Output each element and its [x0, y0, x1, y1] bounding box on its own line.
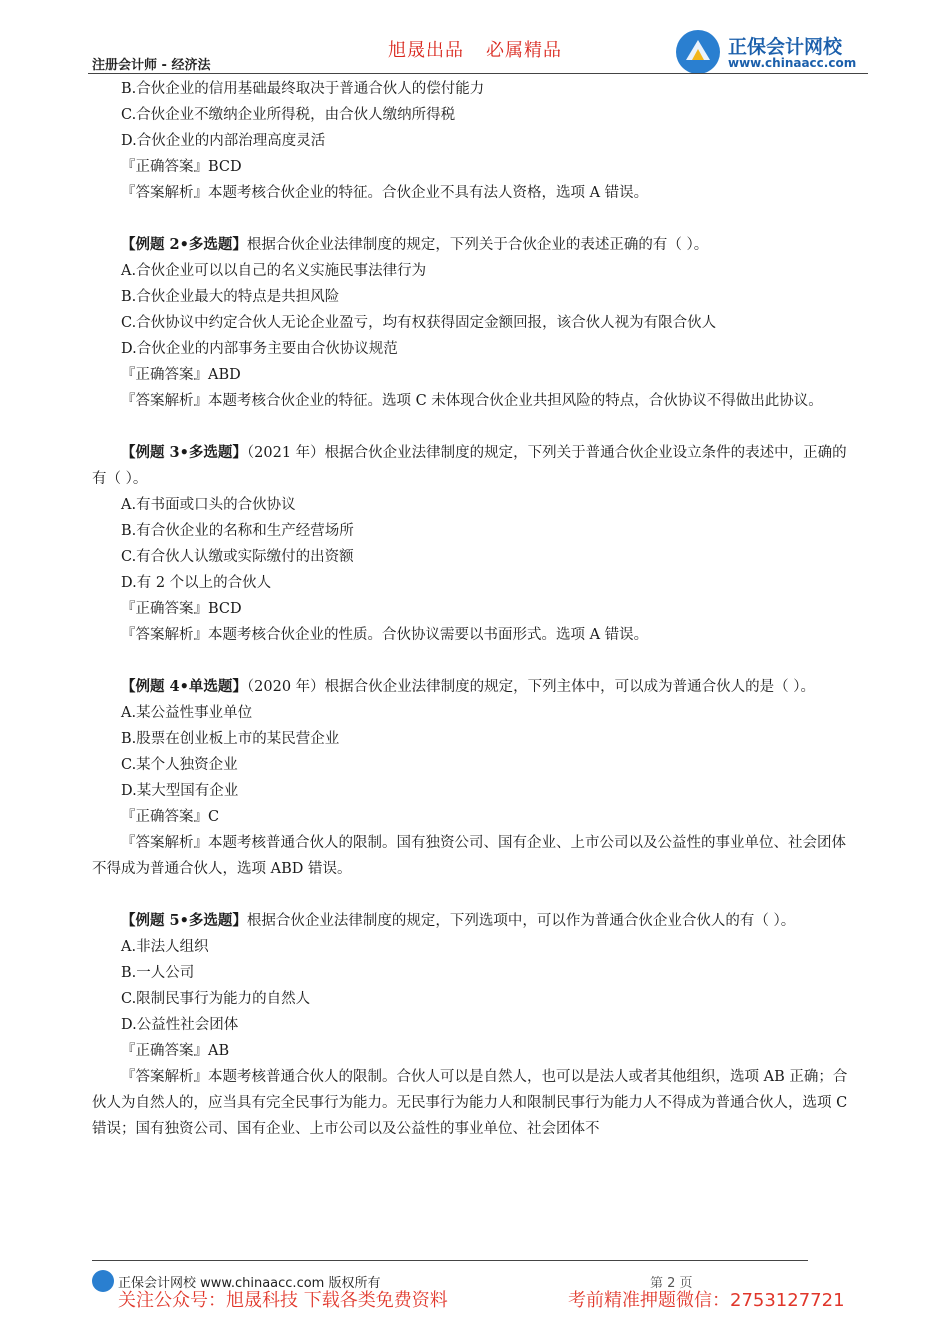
q4-option-c: C.某个人独资企业: [121, 757, 238, 773]
q2-answer: 『正确答案』ABD: [121, 367, 241, 383]
q5-stem: [92, 908, 860, 934]
q2-explanation: 『答案解析』本题考核合伙企业的特征。选项 C 未体现合伙企业共担风险的特点，合伙协议不得做出此协议。: [121, 393, 823, 409]
q3-text: （2021 年）根据合伙企业法律制度的规定，下列关于普通合伙企业设立条件的表述中，正确的有（ ）。: [92, 445, 847, 487]
q3-option-b: B.有合伙企业的名称和生产经营场所: [121, 523, 354, 539]
q5-tag: 【例题 5•多选题】: [121, 912, 247, 929]
q3-tag: 【例题 3•多选题】: [121, 444, 247, 461]
q2-option-d: D.合伙企业的内部事务主要由合伙协议规范: [121, 341, 398, 357]
q4-answer: 『正确答案』C: [121, 809, 220, 825]
q5-answer: 『正确答案』AB: [121, 1043, 230, 1059]
q3-option-c: C.有合伙人认缴或实际缴付的出资额: [121, 549, 354, 565]
page-number: 第 2 页: [650, 1276, 693, 1291]
q5-explanation: 『答案解析』本题考核普通合伙人的限制。合伙人可以是自然人，也可以是法人或者其他组织，选项 AB 正确；合伙人为自然人的，应当具有完全民事行为能力。无民事行为能力人和限制民事行为能力人不得成为普通合伙人，选项 C 错误；国有独资公司、国有企业、上市公司以及公益性的事业单位、社会团体不: [92, 1069, 848, 1137]
header-slogan: [388, 36, 562, 62]
q3-stem: [92, 440, 860, 492]
q5-text: 根据合伙企业法律制度的规定，下列选项中，可以作为普通合伙企业合伙人的有（ ）。: [246, 913, 796, 929]
footer-logo-icon: [92, 1270, 114, 1292]
q4-option-d: D.某大型国有企业: [121, 783, 239, 799]
q2-option-c: C.合伙协议中约定合伙人无论企业盈亏，均有权获得固定金额回报，该合伙人视为有限合伙人: [121, 315, 717, 331]
q4-option-b: B.股票在创业板上市的某民营企业: [121, 731, 340, 747]
slogan-part-1: 旭晟出品: [388, 40, 464, 61]
q3-explanation: 『答案解析』本题考核合伙企业的性质。合伙协议需要以书面形式。选项 A 错误。: [121, 627, 649, 643]
q2-option-a: A.合伙企业可以以自己的名义实施民事法律行为: [121, 263, 427, 279]
q3-answer: 『正确答案』BCD: [121, 601, 242, 617]
logo-name: 正保会计网校: [728, 36, 843, 58]
watermark-left: 关注公众号：旭晟科技 下载各类免费资料: [118, 1290, 448, 1311]
q5-option-b: B.一人公司: [121, 965, 195, 981]
q1-option-d: D.合伙企业的内部治理高度灵活: [121, 133, 326, 149]
q1-answer: 『正确答案』BCD: [121, 159, 242, 175]
q1-option-b: B.合伙企业的信用基础最终取决于普通合伙人的偿付能力: [121, 81, 485, 97]
header-divider: [88, 73, 868, 74]
q4-explanation: 『答案解析』本题考核普通合伙人的限制。国有独资公司、国有企业、上市公司以及公益性的事业单位、社会团体不得成为普通合伙人，选项 ABD 错误。: [92, 835, 846, 877]
q4-option-a: A.某公益性事业单位: [121, 705, 253, 721]
document-body: [92, 76, 860, 1142]
q2-tag: 【例题 2•多选题】: [121, 236, 247, 253]
q4-tag: 【例题 4•单选题】: [121, 678, 247, 695]
q2-text: 根据合伙企业法律制度的规定，下列关于合伙企业的表述正确的有（ ）。: [246, 237, 709, 253]
q2-option-b: B.合伙企业最大的特点是共担风险: [121, 289, 340, 305]
q4-text: （2020 年）根据合伙企业法律制度的规定，下列主体中，可以成为普通合伙人的是（ ）。: [246, 679, 816, 695]
footer-divider: [92, 1260, 808, 1261]
q5-option-d: D.公益性社会团体: [121, 1017, 239, 1033]
course-title: 注册会计师 - 经济法: [92, 58, 211, 73]
q2-stem: [92, 232, 860, 258]
slogan-part-2: 必属精品: [486, 40, 562, 61]
logo-url: www.chinaacc.com: [728, 56, 857, 70]
q1-option-c: C.合伙企业不缴纳企业所得税，由合伙人缴纳所得税: [121, 107, 456, 123]
footer-copyright: 正保会计网校 www.chinaacc.com 版权所有: [118, 1276, 381, 1291]
logo-badge-icon: [676, 30, 720, 74]
q3-option-a: A.有书面或口头的合伙协议: [121, 497, 296, 513]
watermark-right: 考前精准押题微信：2753127721: [568, 1290, 845, 1311]
q4-stem: [92, 674, 860, 700]
chinaacc-logo: [676, 30, 876, 74]
q5-option-a: A.非法人组织: [121, 939, 209, 955]
q1-explanation: 『答案解析』本题考核合伙企业的特征。合伙企业不具有法人资格，选项 A 错误。: [121, 185, 649, 201]
q5-option-c: C.限制民事行为能力的自然人: [121, 991, 311, 1007]
q3-option-d: D.有 2 个以上的合伙人: [121, 575, 272, 591]
